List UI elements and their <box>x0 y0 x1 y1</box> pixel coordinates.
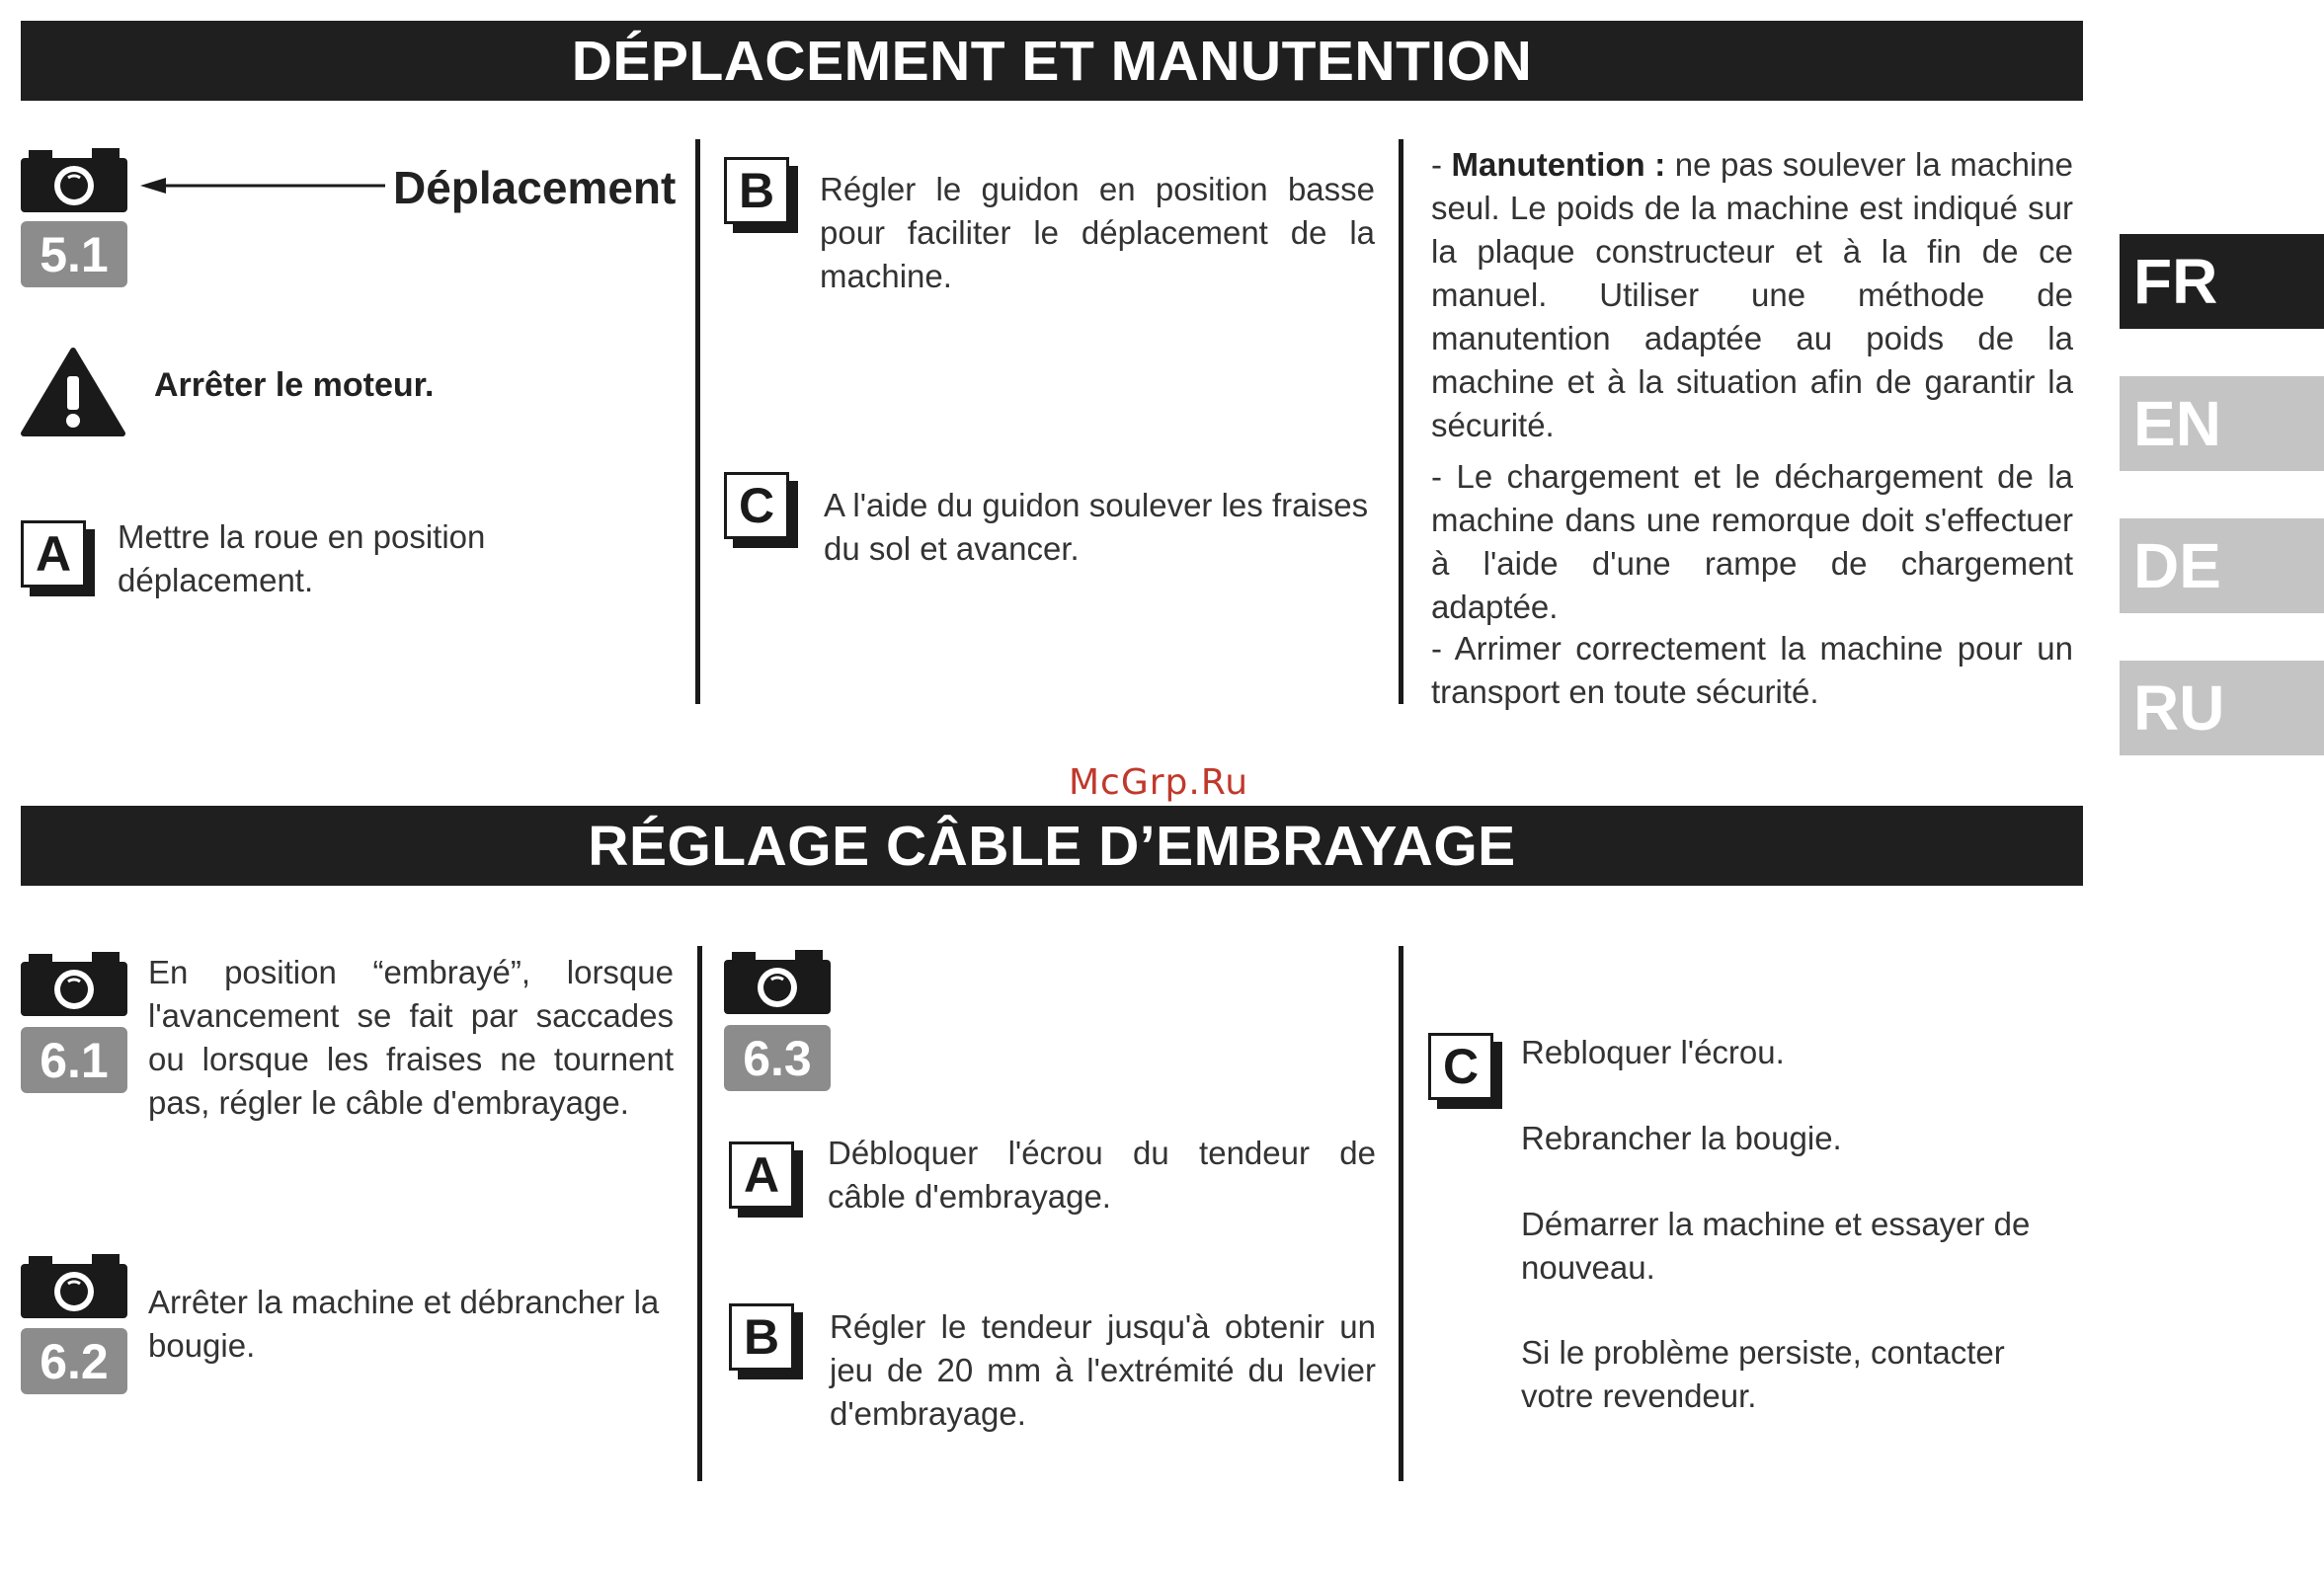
camera-icon <box>724 950 831 1014</box>
lang-tab-fr[interactable]: FR <box>2120 234 2324 329</box>
arrow-left-icon <box>140 176 387 196</box>
step-c-text: Rebloquer l'écrou. <box>1521 1034 1785 1070</box>
camera-icon <box>21 1254 127 1318</box>
lang-tab-en[interactable]: EN <box>2120 376 2324 471</box>
step-a-text: Mettre la roue en position déplacement. <box>118 518 486 598</box>
figure-number-6-1: 6.1 <box>21 1027 127 1093</box>
step-b-badge: B <box>724 157 789 224</box>
text-contacter: Si le problème persiste, contacter votre revendeur. <box>1521 1334 2005 1414</box>
text-rebrancher: Rebrancher la bougie. <box>1521 1120 1842 1156</box>
step-a-text: Débloquer l'écrou du tendeur de câble d'embrayage. <box>828 1135 1376 1215</box>
figure-number-5-1: 5.1 <box>21 221 127 287</box>
text-demarrer: Démarrer la machine et essayer de nouveau. <box>1521 1206 2031 1286</box>
section-title-embrayage: RÉGLAGE CÂBLE D’EMBRAYAGE <box>21 806 2083 886</box>
bullet-dash: - <box>1431 146 1452 183</box>
step-c-text: A l'aide du guidon soulever les fraises du sol et avancer. <box>824 487 1369 567</box>
text-6-2: Arrêter la machine et débrancher la bougie. <box>148 1284 660 1364</box>
column-divider <box>1399 946 1403 1481</box>
deplacement-label: Déplacement <box>393 162 677 213</box>
manutention-text: ne pas soulever la machine seul. Le poids de la machine est indiqué sur la plaque constructeur et à la fin de ce manuel. Utiliser une méthode de manutention adaptée au poids de la machine et à la situation afin de garantir la sécurité. <box>1431 146 2073 443</box>
figure-number-6-2: 6.2 <box>21 1328 127 1394</box>
text-6-1: En position “embrayé”, lorsque l'avancement se fait par saccades ou lorsque les fraises ne tournent pas, régler le câble d'embrayage. <box>148 954 674 1121</box>
step-c-badge: C <box>1428 1033 1493 1100</box>
step-b-text: Régler le guidon en position basse pour faciliter le déplacement de la machine. <box>820 171 1375 294</box>
bullet-chargement: - Le chargement et le déchargement de la machine dans une remorque doit s'effectuer à l'aide d'une rampe de chargement adaptée. <box>1431 458 2073 625</box>
camera-icon <box>21 148 127 212</box>
figure-number-6-3: 6.3 <box>724 1025 831 1091</box>
bullet-arrimer: - Arrimer correctement la machine pour un transport en toute sécurité. <box>1431 630 2073 710</box>
step-a-badge: A <box>729 1141 794 1209</box>
manutention-paragraph <box>1431 143 2073 447</box>
lang-tab-de[interactable]: DE <box>2120 518 2324 613</box>
warning-text: Arrêter le moteur. <box>154 366 435 404</box>
camera-icon <box>21 952 127 1016</box>
step-b-badge: B <box>729 1303 794 1371</box>
step-a-badge: A <box>21 520 86 588</box>
step-c-badge: C <box>724 472 789 539</box>
step-b-text: Régler le tendeur jusqu'à obtenir un jeu de 20 mm à l'extrémité du levier d'embrayage. <box>830 1308 1376 1432</box>
watermark: McGrp.Ru <box>1069 762 1249 803</box>
column-divider <box>695 139 700 704</box>
lang-tab-ru[interactable]: RU <box>2120 661 2324 755</box>
column-divider <box>1399 139 1403 704</box>
section-title-deplacement: DÉPLACEMENT ET MANUTENTION <box>21 21 2083 101</box>
manutention-heading: Manutention : <box>1451 146 1666 183</box>
warning-icon <box>21 347 125 437</box>
column-divider <box>697 946 702 1481</box>
